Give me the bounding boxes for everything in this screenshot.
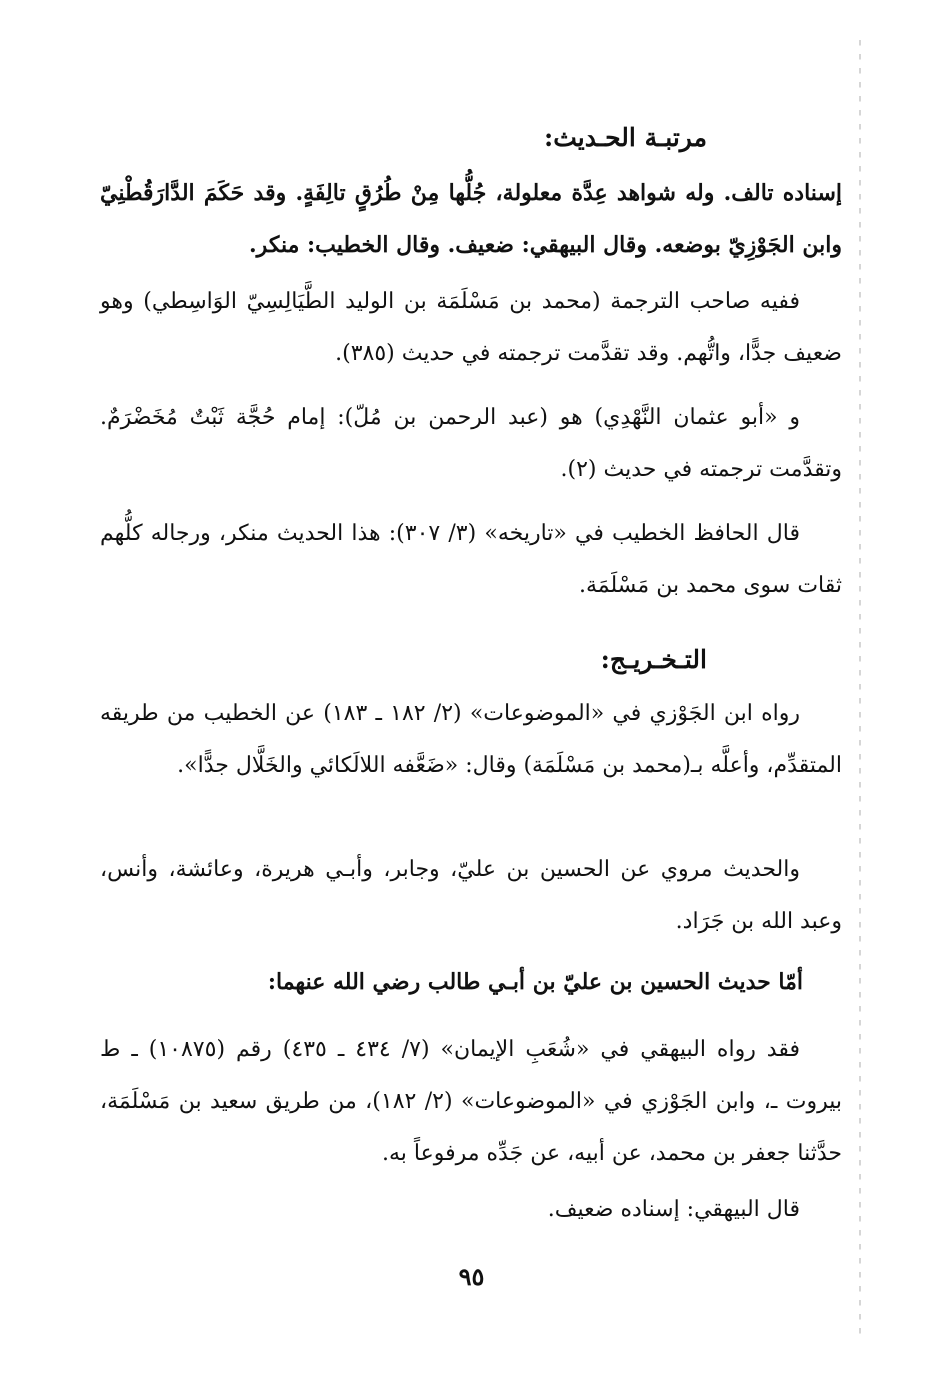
paragraph-ibn-jawzi: رواه ابن الجَوْزي في «الموضوعات» (٢/ ١٨٢ ـ ١٨٣) عن الخطيب من طريقه المتقدِّم، وأعلَّه بـ(محمد بن مَسْلَمَة) وقال: «ضَعَّفه اللالَكائي والخَلَّال جدًّا». bbox=[100, 701, 842, 778]
page-number: ٩٥ bbox=[458, 1262, 485, 1291]
page-edge-dots bbox=[859, 40, 861, 1340]
heading-takhrij: التـخـريـج: bbox=[600, 645, 707, 674]
heading-husayn-hadith: أمّا حديث الحسين بن عليّ بن أبـي طالب رضي الله عنهما: bbox=[267, 969, 803, 995]
heading-hadith-grade: مرتبـة الحـديث: bbox=[543, 123, 707, 152]
paragraph-bayhaqi-verdict: قال البيهقي: إسناده ضعيف. bbox=[547, 1197, 800, 1222]
paragraph-other-narrations: والحديث مروي عن الحسين بن عليّ، وجابر، وأبـي هريرة، وعائشة، وأنس، وعبد الله بن جَرَاد. bbox=[100, 857, 842, 934]
paragraph-grade-summary: إسناده تالف. وله شواهد عِدَّة معلولة، جُلُّها مِنْ طُرُقٍ تالِفَةٍ. وقد حَكَمَ الدَّارَقُطْنِيّ وابن الجَوْزِيّ بوضعه. وقال البيهقي: ضعيف. وقال الخطيب: منكر. bbox=[100, 180, 842, 258]
paragraph-narrator-muhammad: ففيه صاحب الترجمة (محمد بن مَسْلَمَة بن الوليد الطَّيَالِسِيّ الوَاسِطي) وهو ضعيف جدًّا، واتُّهم. وقد تقدَّمت ترجمته في حديث (٣٨٥). bbox=[100, 289, 842, 366]
paragraph-bayhaqi-riwaya: فقد رواه البيهقي في «شُعَبِ الإيمان» (٧/ ٤٣٤ ـ ٤٣٥) رقم (١٠٨٧٥) ـ ط بيروت ـ، وابن الجَوْزي في «الموضوعات» (٢/ ١٨٢)، من طريق سعيد بن مَسْلَمَة، حدَّثنا جعفر بن محمد، عن أبيه، عن جَدِّه مرفوعاً به. bbox=[100, 1037, 843, 1166]
paragraph-khatib-quote: قال الحافظ الخطيب في «تاريخه» (٣/ ٣٠٧): هذا الحديث منكر، ورجاله كلُّهم ثقات سوى محمد بن مَسْلَمَة. bbox=[100, 521, 842, 598]
paragraph-narrator-abu-uthman: و «أبو عثمان النَّهْدِي) هو (عبد الرحمن بن مُلّ): إمام حُجَّة ثَبْتٌ مُخَضْرَمٌ. وتقدَّمت ترجمته في حديث (٢). bbox=[100, 405, 842, 482]
